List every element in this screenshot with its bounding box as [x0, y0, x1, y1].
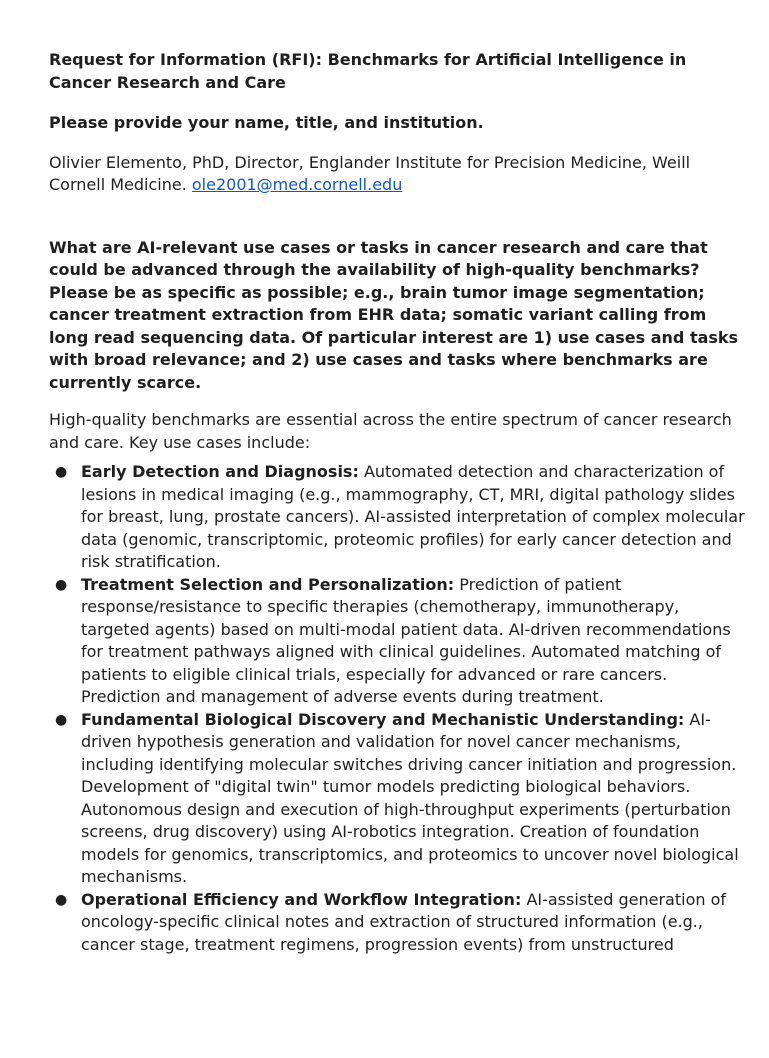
- author-info: [49, 152, 745, 197]
- use-case-text: Automated detection and characterization of lesions in medical imaging (e.g., mammography, CT, MRI, digital pathology slides for breast, lung, prostate cancers). AI-assisted interpretation of complex molecular data (genomic, transcriptomic, proteomic profiles) for early cancer detection and risk stratification.: [81, 462, 745, 571]
- bullet-icon: ●: [55, 891, 68, 908]
- answer-intro: High-quality benchmarks are essential across the entire spectrum of cancer research and care. Key use cases include:: [49, 410, 732, 452]
- use-case-list: [49, 461, 745, 956]
- document-title: Request for Information (RFI): Benchmarks for Artificial Intelligence in Cancer Research and Care: [49, 50, 687, 92]
- use-case-text: AI-driven hypothesis generation and validation for novel cancer mechanisms, including identifying molecular switches driving cancer initiation and progression. Development of "digital twin" tumor models predicting biological behaviors. Autonomous design and execution of high-throughput experiments (perturbation screens, drug discovery) using AI-robotics integration. Creation of foundation models for genomics, transcriptomics, and proteomics to uncover novel biological mechanisms.: [81, 709, 739, 886]
- list-item: [49, 889, 745, 957]
- use-case-label: Fundamental Biological Discovery and Mechanistic Understanding:: [81, 709, 685, 729]
- list-item: [49, 461, 745, 574]
- use-case-label: Operational Efficiency and Workflow Integration:: [81, 889, 522, 909]
- bullet-icon: ●: [55, 464, 68, 480]
- author-email-link[interactable]: ole2001@med.cornell.edu: [191, 175, 403, 194]
- use-case-text: AI-assisted generation of oncology-specific clinical notes and extraction of structured information (e.g., cancer stage, treatment regimens, progression events) from unstructured: [81, 889, 727, 954]
- list-item: [49, 709, 745, 889]
- use-case-text: Prediction of patient response/resistance to specific therapies (chemotherapy, immunotherapy, targeted agents) based on multi-modal patient data. AI-driven recommendations for treatment pathways aligned with clinical guidelines. Automated matching of patients to eligible clinical trials, especially for advanced or rare cancers. Prediction and management of adverse events during treatment.: [81, 574, 731, 706]
- question-use-cases: What are AI-relevant use cases or tasks in cancer research and care that could be advanced through the availability of high-quality benchmarks? Please be as specific as possible; e.g., brain tumor image segmentation; cancer treatment extraction from EHR data; somatic variant calling from long read sequencing data. Of particular interest are 1) use cases and tasks with broad relevance; and 2) use cases and tasks where benchmarks are currently scarce.: [49, 237, 739, 392]
- question-name-title-institution: Please provide your name, title, and institution.: [49, 113, 484, 132]
- use-case-label: Treatment Selection and Personalization:: [81, 574, 455, 594]
- author-text: Olivier Elemento, PhD, Director, Englander Institute for Precision Medicine, Weill Cornell Medicine.: [49, 152, 691, 194]
- list-item: [49, 574, 745, 709]
- bullet-icon: ●: [55, 576, 68, 593]
- bullet-icon: ●: [55, 711, 68, 728]
- use-case-label: Early Detection and Diagnosis:: [81, 462, 359, 481]
